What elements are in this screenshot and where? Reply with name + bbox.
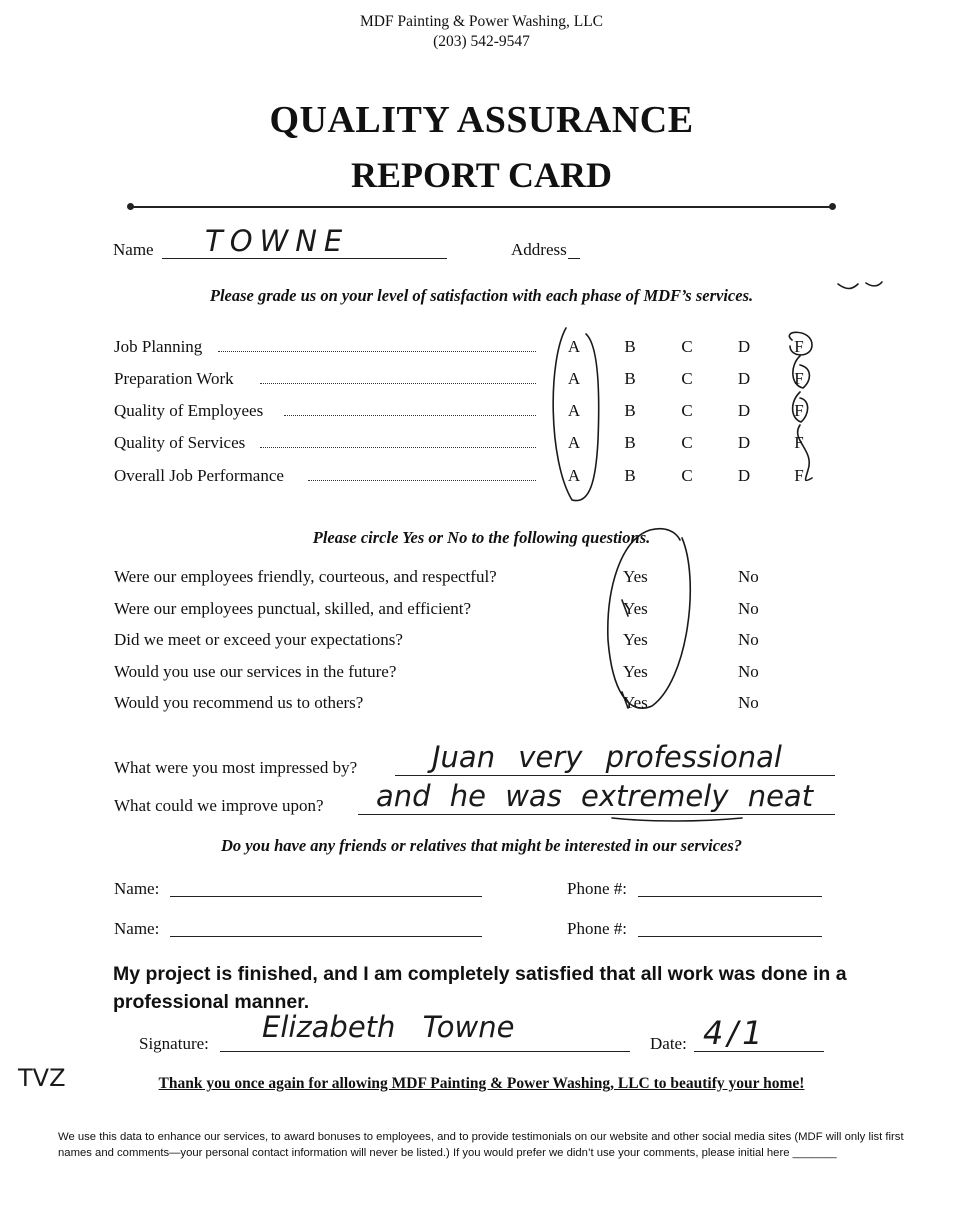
grade-row-label: Job Planning	[114, 337, 203, 356]
completion-statement: My project is finished, and I am completely satisfied that all work was done in a professional manner.	[113, 963, 847, 1013]
grade-option[interactable]: B	[624, 369, 636, 388]
grade-option[interactable]: D	[737, 337, 751, 356]
no-option[interactable]: No	[738, 630, 759, 649]
grading-instruction: Please grade us on your level of satisfaction with each phase of MDF’s services.	[209, 286, 754, 305]
question-text: Were our employees friendly, courteous, and respectful?	[114, 567, 497, 586]
title-line-2: REPORT CARD	[350, 155, 613, 195]
grade-f-scribble	[789, 332, 812, 480]
grade-option[interactable]: B	[624, 337, 636, 356]
grade-option[interactable]: C	[681, 466, 693, 485]
questions-instruction: Please circle Yes or No to the following questions.	[312, 528, 651, 547]
referral-name-label: Name:	[114, 879, 160, 898]
signature-label: Signature:	[139, 1034, 209, 1053]
improve-field[interactable]: and he was extremely neat	[376, 779, 814, 813]
grade-option[interactable]: F	[794, 401, 804, 420]
grade-a-circle	[553, 328, 599, 501]
impressed-label: What were you most impressed by?	[114, 758, 358, 777]
grade-option[interactable]: C	[681, 401, 693, 420]
signature-field[interactable]: Elizabeth Towne	[262, 1010, 515, 1044]
no-option[interactable]: No	[738, 693, 759, 712]
grade-row-label: Quality of Services	[114, 433, 246, 452]
yes-option[interactable]: Yes	[623, 693, 648, 712]
grade-option[interactable]: F	[794, 466, 804, 485]
company-phone: (203) 542-9547	[433, 33, 530, 50]
grade-option[interactable]: A	[567, 369, 581, 388]
grade-option[interactable]: C	[681, 433, 693, 452]
name-label: Name	[113, 240, 154, 259]
improve-underline	[612, 818, 742, 821]
yes-column-circle	[608, 529, 690, 708]
address-label: Address	[511, 240, 567, 259]
grade-option[interactable]: B	[624, 433, 636, 452]
grade-option[interactable]: B	[624, 401, 636, 420]
impressed-field[interactable]: Juan very professional	[432, 740, 782, 774]
thank-you-note: Thank you once again for allowing MDF Painting & Power Washing, LLC to beautify your home!	[158, 1075, 805, 1092]
grade-option[interactable]: A	[567, 401, 581, 420]
company-name: MDF Painting & Power Washing, LLC	[359, 13, 604, 30]
name-field[interactable]: TOWNE	[205, 224, 350, 258]
grade-option[interactable]: C	[681, 337, 693, 356]
grade-option[interactable]: D	[737, 466, 751, 485]
referrals-instruction: Do you have any friends or relatives that might be interested in our services?	[220, 836, 743, 855]
grade-option[interactable]: F	[794, 433, 804, 452]
yes-option[interactable]: Yes	[623, 630, 648, 649]
referral-name-label: Name:	[114, 919, 160, 938]
no-option[interactable]: No	[738, 599, 759, 618]
grade-option[interactable]: B	[624, 466, 636, 485]
question-text: Would you recommend us to others?	[114, 693, 364, 712]
question-text: Did we meet or exceed your expectations?	[114, 630, 403, 649]
grade-option[interactable]: D	[737, 401, 751, 420]
referral-phone-label: Phone #:	[567, 919, 627, 938]
yes-option[interactable]: Yes	[623, 599, 648, 618]
grade-option[interactable]: F	[794, 337, 804, 356]
grade-option[interactable]: A	[567, 337, 581, 356]
improve-label: What could we improve upon?	[114, 796, 324, 815]
no-option[interactable]: No	[738, 567, 759, 586]
margin-initials: TVZ	[18, 1064, 66, 1092]
yes-option[interactable]: Yes	[623, 567, 648, 586]
question-text: Were our employees punctual, skilled, and efficient?	[114, 599, 472, 618]
grade-option[interactable]: A	[567, 466, 581, 485]
grade-row-label: Overall Job Performance	[114, 466, 284, 485]
grade-option[interactable]: C	[681, 369, 693, 388]
grade-option[interactable]: F	[794, 369, 804, 388]
grade-row-label: Preparation Work	[114, 369, 234, 388]
stray-mark	[838, 282, 882, 289]
grade-option[interactable]: D	[737, 433, 751, 452]
grade-row-label: Quality of Employees	[114, 401, 264, 420]
date-label: Date:	[650, 1034, 687, 1053]
grade-option[interactable]: A	[567, 433, 581, 452]
question-text: Would you use our services in the future?	[114, 662, 397, 681]
footer-disclaimer: We use this data to enhance our services, to award bonuses to employees, and to provide testimonials on our website and other social media sites (MDF will only list first names and comments—your personal contact information will never be listed.) If you would prefer we didn’t use your comments, please initial here _______	[58, 1131, 904, 1159]
yes-option[interactable]: Yes	[623, 662, 648, 681]
yes-check-mark	[622, 600, 628, 708]
referral-phone-label: Phone #:	[567, 879, 627, 898]
title-line-1: QUALITY ASSURANCE	[269, 99, 694, 141]
date-field[interactable]: 4/1	[703, 1014, 767, 1052]
grade-option[interactable]: D	[737, 369, 751, 388]
no-option[interactable]: No	[738, 662, 759, 681]
